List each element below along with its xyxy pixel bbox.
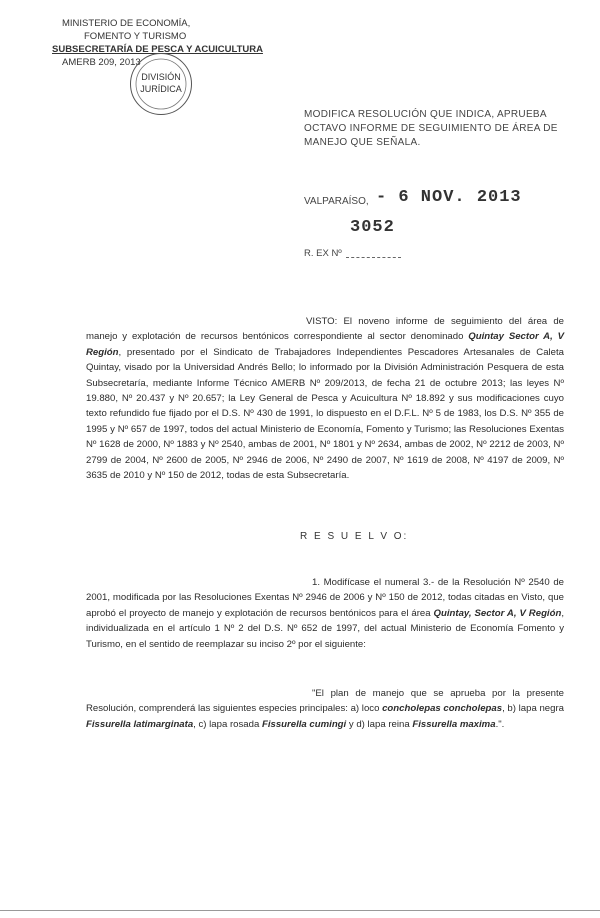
date-place: VALPARAÍSO, (304, 196, 369, 207)
species-loco: concholepas concholepas (382, 703, 503, 715)
ministry-subtitle: FOMENTO Y TURISMO (84, 31, 187, 42)
quote-text-1: "El plan de manejo que se aprueba por la presente Resolución, comprenderá las siguientes especies principales: a) loco (86, 688, 564, 715)
visto-paragraph (86, 314, 564, 483)
species-lapa-negra: Fissurella latimarginata (86, 718, 194, 730)
item-1-text-1: 1. Modifícase el numeral 3.- de la Resolución Nº 2540 de 2001, modificada por las Resoluciones Exentas Nº 2946 de 2006 y Nº 150 de 2012, todas citadas en Visto, que aprobó el proyecto de manejo y explotación de recursos bentónicos para el área (86, 577, 564, 619)
item-1-text-2: , individualizada en el artículo 1 Nº 2 del D.S. Nº 652 de 1997, del actual Ministerio de Economía Fomento y Turismo, en el sentido de reemplazar su inciso 2º por el siguiente: (86, 607, 564, 650)
resolution-number: 3052 (350, 218, 395, 237)
species-lapa-rosada: Fissurella cumingi (261, 718, 347, 730)
page-bottom-edge (0, 910, 600, 911)
division-juridica-stamp (130, 53, 192, 115)
stamp-line-juridica: JURÍDICA (140, 84, 182, 94)
resolution-title: MODIFICA RESOLUCIÓN QUE INDICA, APRUEBA OCTAVO INFORME DE SEGUIMIENTO DE ÁREA DE MANEJO QUE SEÑALA. (304, 109, 558, 148)
quoted-plan-paragraph (86, 686, 564, 732)
resolution-underline (346, 257, 401, 258)
quote-text-3: , c) lapa rosada (193, 718, 262, 730)
ministry-name: MINISTERIO DE ECONOMÍA, (62, 18, 191, 29)
visto-text-1: VISTO: El noveno informe de seguimiento del área de manejo y explotación de recursos bentónicos correspondiente al sector denominado (86, 316, 564, 343)
item-1-paragraph (86, 575, 564, 652)
amerb-reference: AMERB 209, 2013 (62, 57, 141, 68)
stamp-line-division: DIVISIÓN (141, 72, 181, 82)
quote-text-2: , b) lapa negra (502, 703, 564, 715)
resuelvo-heading: R E S U E L V O: (300, 531, 409, 542)
species-lapa-reina: Fissurella maxima (412, 718, 496, 730)
quote-text-5: .". (495, 718, 505, 730)
visto-text-2: , presentado por el Sindicato de Trabajadores Independientes Pescadores Artesanales de Caleta Quintay, visado por la Universidad Andrés Bello; lo informado por la División Administración Pesquera de esta Subsecretaría, mediante Informe Técnico AMERB Nº 209/2013, de fecha 21 de octubre 2013; las leyes Nº 19.880, Nº 20.437 y Nº 20.657; la Ley General de Pesca y Acuicultura Nº 18.892 y sus modificaciones cuyo texto refundido fue fijado por el D.S. Nº 430 de 1991, lo dispuesto en el D.F.L. Nº 5 de 1983, los D.S. Nº 355 de 1995 y Nº 657 de 1997, todos del actual Ministerio de Economía, Fomento y Turismo; las Resoluciones Exentas Nº 1628 de 2000, Nº 1883 y Nº 2540, ambas de 2001, Nº 1801 y Nº 2634, ambas de 2002, Nº 2212 de 2003, Nº 2799 de 2004, Nº 2600 de 2005, Nº 2946 de 2006, Nº 2490 de 2007, Nº 1619 de 2008, Nº 4197 de 2009, Nº 3635 de 2010 y Nº 150 de 2012, todas de esta Subsecretaría. (86, 346, 564, 482)
subsecretaria-name: SUBSECRETARÍA DE PESCA Y ACUICULTURA (52, 44, 263, 55)
item-1-area-name: Quintay, Sector A, V Región (433, 607, 562, 619)
visto-area-name: Quintay Sector A, V Región (86, 331, 564, 358)
date-stamp: - 6 NOV. 2013 (376, 188, 522, 207)
resolution-label: R. EX Nº (304, 248, 342, 259)
quote-text-4: y d) lapa reina (346, 718, 413, 730)
